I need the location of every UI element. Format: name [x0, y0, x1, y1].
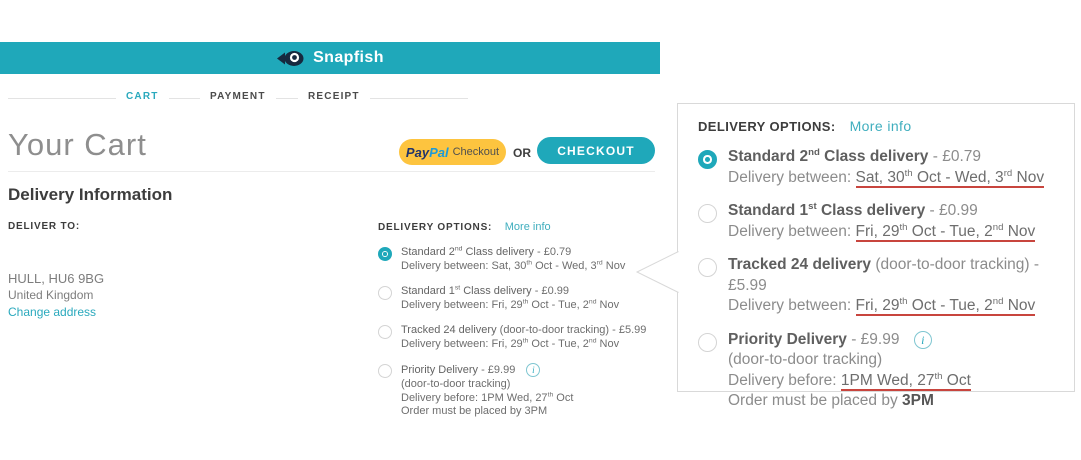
option-text: Standard 2nd Class delivery - £0.79 Delivery between: Sat, 30th Oct - Wed, 3rd Nov — [728, 146, 1045, 186]
paypal-checkout-button[interactable] — [399, 139, 506, 165]
address-country: United Kingdom — [8, 288, 94, 302]
radio-tracked-24[interactable] — [378, 325, 392, 339]
paypal-logo-pal: Pal — [429, 144, 449, 160]
delivery-option-priority — [378, 363, 670, 418]
option-text: Tracked 24 delivery (door-to-door tracking) - £5.99 Delivery between: Fri, 29th Oct - Tue, 2nd Nov — [401, 324, 647, 350]
zoom-radio-tracked-24[interactable] — [698, 258, 717, 277]
delivery-options-header — [378, 221, 670, 233]
or-label: OR — [513, 146, 531, 160]
breadcrumb — [8, 91, 468, 105]
zoom-option-tracked-24 — [698, 255, 1054, 317]
option-text: Tracked 24 delivery (door-to-door tracking) - £5.99 Delivery between: Fri, 29th Oct - Tue, 2nd Nov — [728, 256, 1040, 314]
more-info-link[interactable]: More info — [504, 221, 551, 233]
change-address-link[interactable]: Change address — [8, 305, 97, 319]
info-icon[interactable]: i — [914, 331, 932, 349]
header-bar — [0, 42, 660, 74]
zoom-radio-standard-1st[interactable] — [698, 204, 717, 223]
radio-priority[interactable] — [378, 364, 392, 378]
delivery-option-tracked-24 — [378, 324, 670, 350]
option-text: Standard 1st Class delivery - £0.99 Delivery between: Fri, 29th Oct - Tue, 2nd Nov — [401, 284, 620, 311]
option-text: Standard 1st Class delivery - £0.99 Delivery between: Fri, 29th Oct - Tue, 2nd Nov — [728, 200, 1036, 240]
zoom-option-standard-2nd — [698, 147, 1054, 188]
zoom-radio-standard-2nd[interactable] — [698, 150, 717, 169]
paypal-logo-pay: Pay — [405, 144, 430, 160]
zoom-delivery-options-header — [698, 118, 1054, 134]
header-divider — [8, 171, 655, 172]
option-text: Priority Delivery - £9.99 i (door-to-door tracking) Delivery before: 1PM Wed, 27th Oct Order must be placed by 3PM — [401, 364, 574, 417]
zoom-delivery-options-label: DELIVERY OPTIONS: — [698, 119, 836, 134]
snapfish-fish-icon — [276, 50, 306, 67]
zoom-panel — [677, 103, 1075, 409]
delivery-options-label: DELIVERY OPTIONS: — [378, 222, 493, 233]
radio-standard-1st[interactable] — [378, 286, 392, 300]
delivery-option-standard-2nd — [378, 246, 670, 272]
option-text: Standard 2nd Class delivery - £0.79 Delivery between: Sat, 30th Oct - Wed, 3rd Nov — [401, 245, 626, 272]
paypal-checkout-label: Checkout — [452, 146, 500, 158]
radio-standard-2nd[interactable] — [378, 247, 392, 261]
zoom-option-standard-1st — [698, 201, 1054, 242]
deliver-to-label: DELIVER TO: — [8, 221, 80, 232]
brand-name: Snapfish — [313, 49, 384, 66]
delivery-options-section — [378, 221, 670, 418]
breadcrumb-step-receipt: RECEIPT — [298, 91, 370, 102]
breadcrumb-step-payment: PAYMENT — [200, 91, 276, 102]
address-city-postcode: HULL, HU6 9BG — [8, 271, 105, 286]
delivery-information-heading: Delivery Information — [8, 185, 173, 204]
checkout-button[interactable]: CHECKOUT — [537, 137, 655, 164]
option-text: Priority Delivery - £9.99 i (door-to-door tracking) Delivery before: 1PM Wed, 27th Oct Order must be placed by 3PM — [728, 330, 971, 409]
address-block — [8, 270, 104, 321]
zoom-more-info-link[interactable]: More info — [849, 118, 912, 134]
zoom-radio-priority[interactable] — [698, 333, 717, 352]
page-title: Your Cart — [8, 127, 147, 162]
zoom-callout-arrow-icon — [634, 251, 679, 298]
info-icon[interactable]: i — [526, 363, 540, 377]
breadcrumb-step-cart[interactable]: CART — [116, 91, 169, 102]
zoom-option-priority — [698, 330, 1054, 412]
delivery-option-standard-1st — [378, 285, 670, 311]
